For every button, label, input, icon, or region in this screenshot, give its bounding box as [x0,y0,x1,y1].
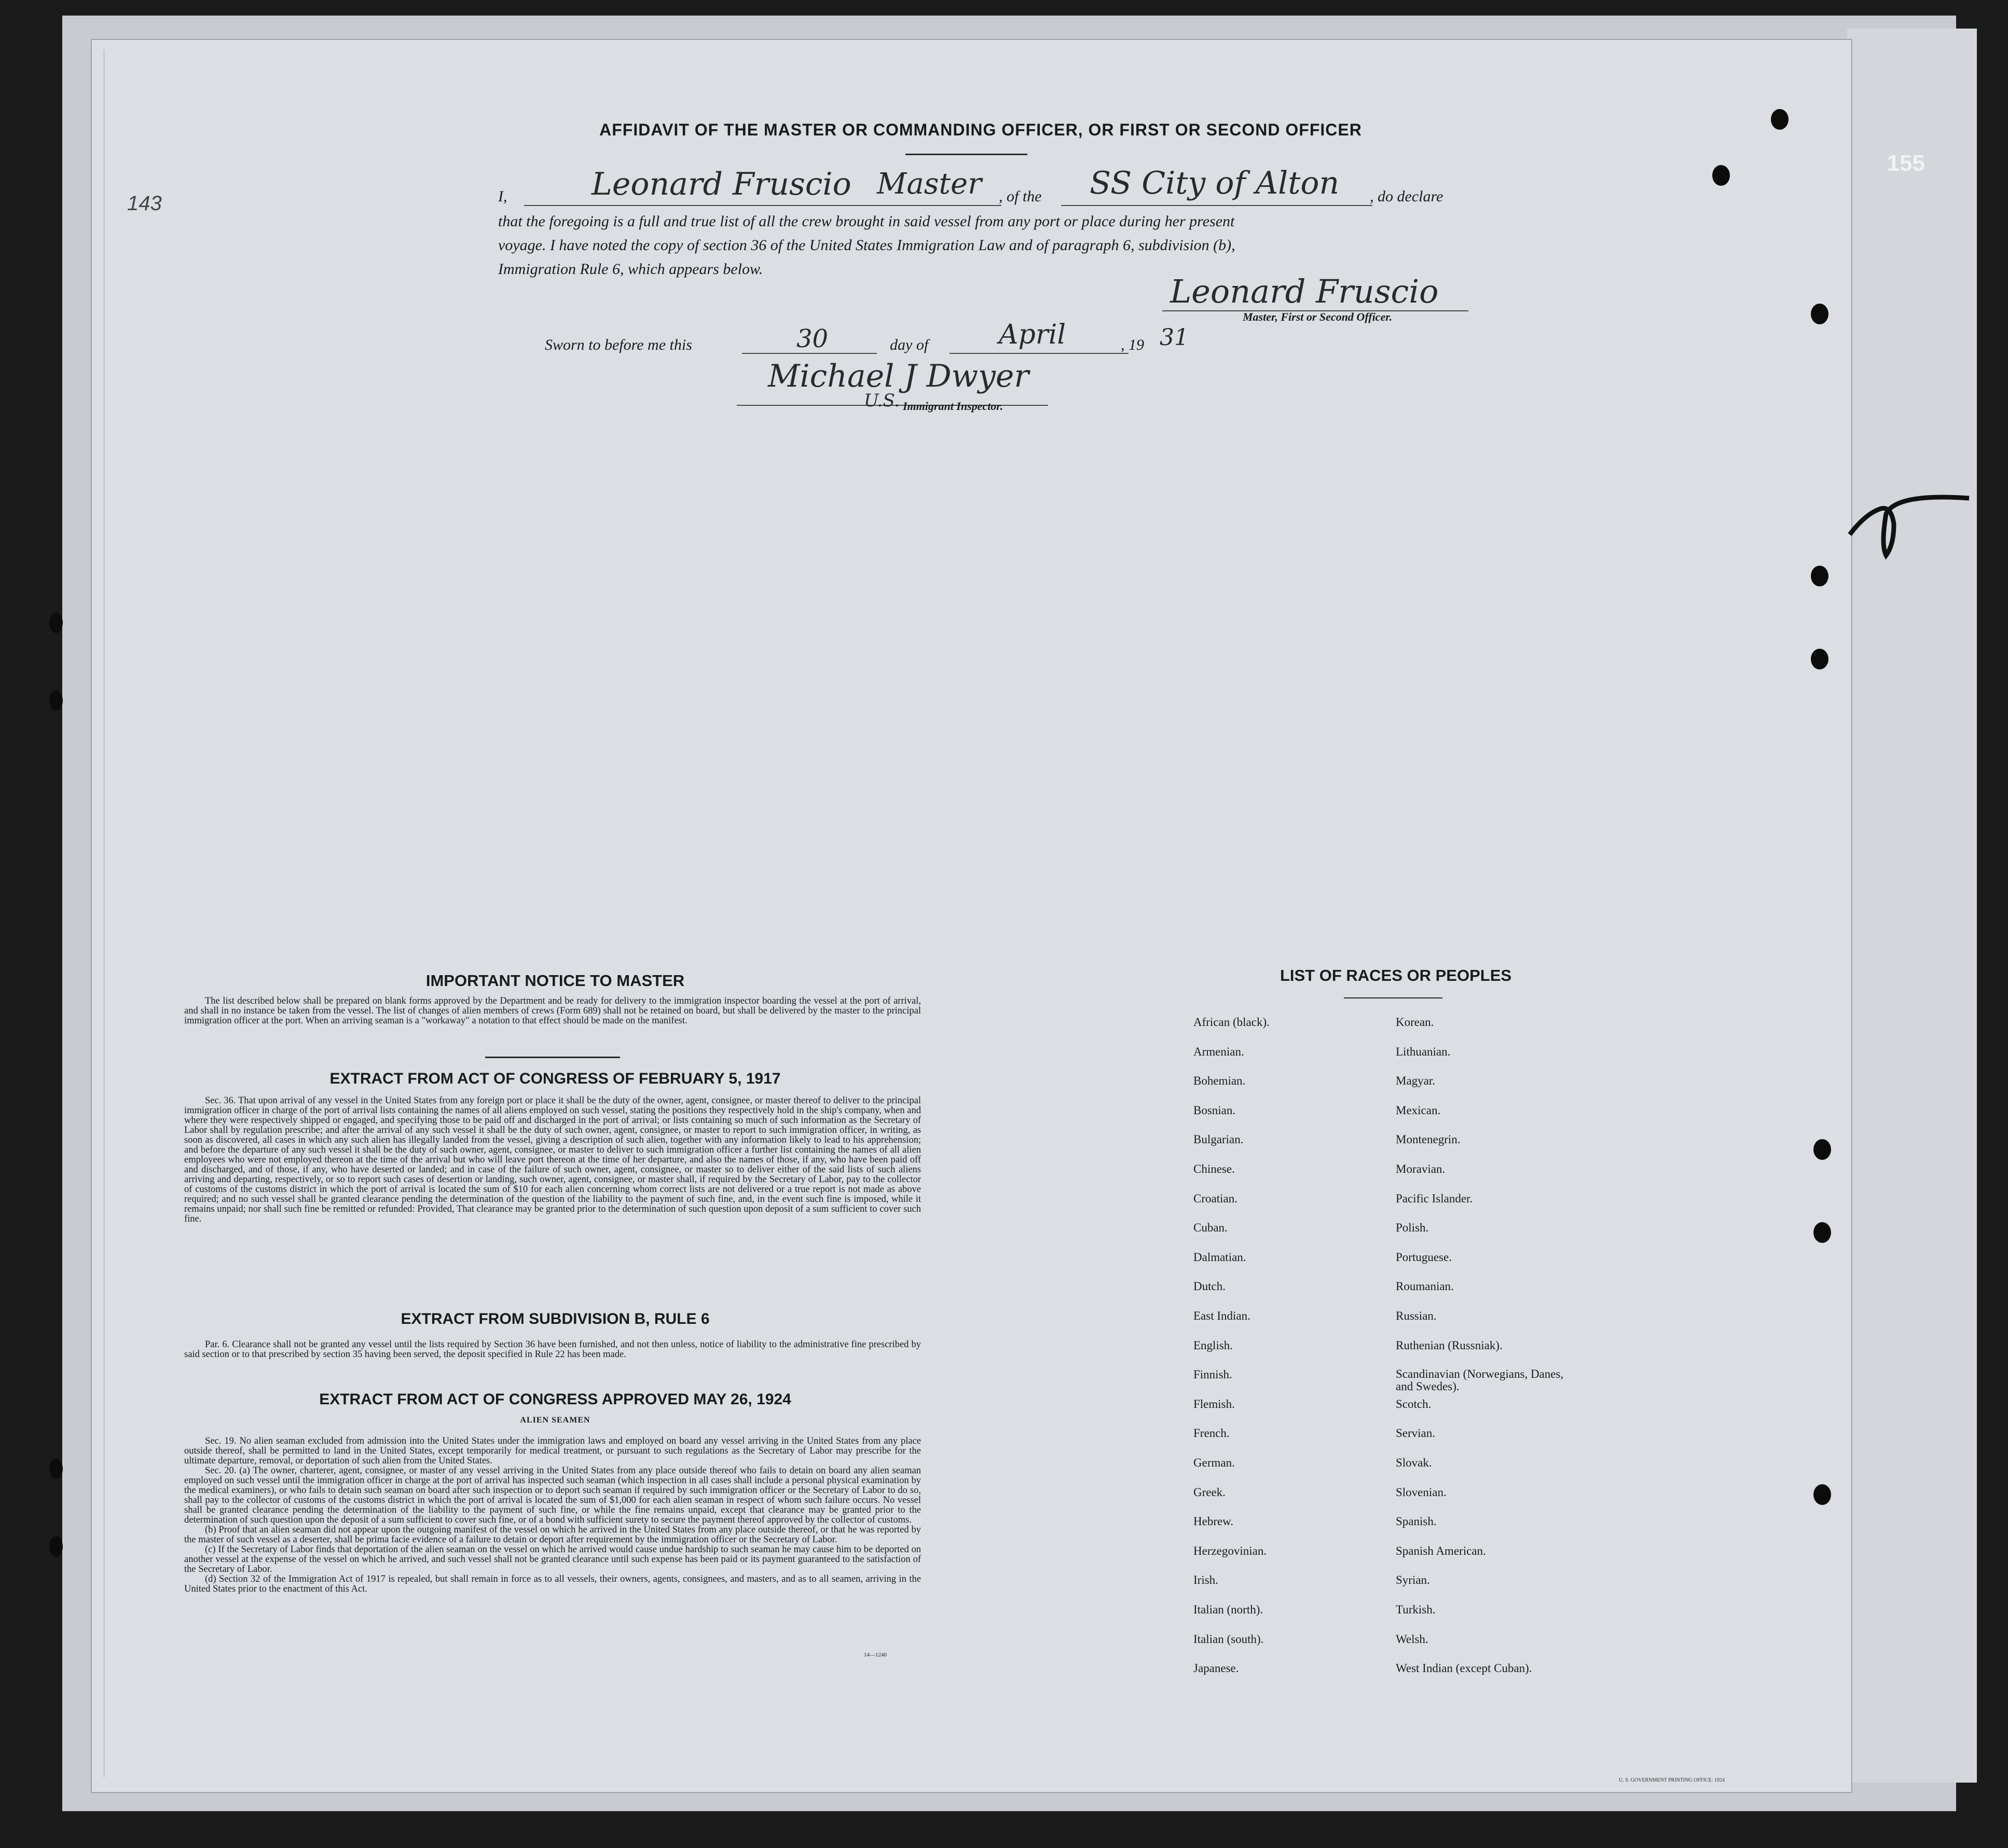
race-item: Montenegrin. [1396,1133,1461,1146]
alien-seamen-subtitle: ALIEN SEAMEN [520,1416,590,1425]
race-item: Dalmatian. [1193,1250,1246,1264]
race-item: Irish. [1193,1573,1218,1587]
race-item: Syrian. [1396,1573,1430,1587]
sworn-year-handwritten: 31 [1160,324,1189,351]
day-of-text: day of [890,336,929,353]
race-item: Italian (south). [1193,1632,1264,1646]
binder-hole [1813,1222,1831,1243]
binder-hole [49,1536,63,1557]
affidavit-line-1 [498,188,507,206]
page-number: 155 [1887,150,1925,176]
vessel-name-handwritten: SS City of Alton [1090,165,1340,201]
notice-title: IMPORTANT NOTICE TO MASTER [425,971,685,990]
title-divider [905,154,1027,155]
race-item: Bulgarian. [1193,1133,1244,1146]
race-item: Hebrew. [1193,1515,1234,1528]
year-prefix: , 19 [1121,336,1144,353]
race-item: Slovak. [1396,1456,1432,1469]
race-item: Pacific Islander. [1396,1192,1473,1205]
race-item: Portuguese. [1396,1250,1452,1264]
extract-1917-body [184,1096,921,1224]
sec20a-paragraph: Sec. 20. (a) The owner, charterer, agent, consignee, or master of any vessel arriving in the United States from any place outside thereof who fails to detain on board any alien seaman employed on such vessel until the immigration officer in charge at the port of arrival has inspected such seaman (which inspection in all cases shall include a personal physical examination by the medical examiners), or who fails to detain such seaman on board after such inspection or to deport such seaman if required by such immigration officer or the Secretary of Labor to do so, shall pay to the collector of customs of the customs district in which the port of arrival is located the sum of $1,000 for each alien seaman in respect of whom such failure occurs. No vessel shall be granted clearance pending the determination of the liability to the payment of such fine, or while the fine remains unpaid, except that clearance may be granted prior to the determination of such question upon the deposit of a sum sufficient to cover such fine, or of a bond with sufficient surety to secure the payment thereof approved by the collector of customs. [184,1466,921,1525]
race-item: French. [1193,1427,1230,1440]
binder-hole [1813,1139,1831,1160]
extract-1924-title: EXTRACT FROM ACT OF CONGRESS APPROVED MAY 26, 1924 [319,1391,791,1408]
notice-body [184,996,921,1026]
extract-1924-body [184,1436,921,1594]
race-item: Greek. [1193,1485,1226,1499]
binder-hole [1712,165,1730,186]
name-underline [524,205,1001,206]
inspector-prefix: U.S. [864,390,900,411]
binder-hole [1811,649,1828,669]
signature-caption: Master, First or Second Officer. [1243,310,1393,323]
race-item: Lithuanian. [1396,1045,1451,1058]
race-item: Servian. [1396,1427,1436,1440]
par6-paragraph: Par. 6. Clearance shall not be granted any vessel until the lists required by Section 36 have been furnished, and not then unless, notice of liability to the administrative fine prescribed by said section or to that prescribed by section 35 having been served, the deposit specified in Rule 22 has been made. [184,1339,921,1360]
extract-1917-title: EXTRACT FROM ACT OF CONGRESS OF FEBRUARY 5, 1917 [329,1070,781,1087]
races-divider [1344,997,1442,998]
race-item: Scotch. [1396,1397,1432,1411]
race-item: Finnish. [1193,1368,1232,1381]
race-item: Bosnian. [1193,1103,1236,1117]
race-item: Italian (north). [1193,1603,1263,1616]
binder-hole [1813,1484,1831,1505]
affidavit-line-4: Immigration Rule 6, which appears below. [498,261,763,278]
inspector-signature: Michael J Dwyer [768,358,1029,394]
binder-hole [1811,304,1828,324]
binder-hole [1811,566,1828,586]
race-item: Chinese. [1193,1162,1235,1175]
race-item: Cuban. [1193,1221,1228,1235]
sec20b-paragraph: (b) Proof that an alien seaman did not appear upon the outgoing manifest of the vessel on which he arrived in the United States from any place outside thereof, or that he was reported by the master of such vessel as a deserter, shall be prima facie evidence of a failure to detain or deport after requirement by the immigration officer or the Secretary of Labor. [184,1525,921,1545]
sec36-paragraph: Sec. 36. That upon arrival of any vessel in the United States from any foreign port or place it shall be the duty of the owner, agent, consignee, or master thereof to deliver to the principal immigration officer in charge of the port of arrival lists containing the names of all aliens employed on such vessel, stating the positions they respectively hold in the ship's company, when and where they were respectively shipped or engaged, and specifying those to be paid off and discharged in the port of arrival; or lists containing so much of such information as the Secretary of Labor shall by regulation prescribe; and after the arrival of any such vessel it shall be the duty of such owner, agent, consignee, or master to report to such immigration officer, in writing, as soon as discovered, all cases in which any such alien has illegally landed from the vessel, giving a description of such alien, together with any information likely to lead to his apprehension; and before the departure of any such vessel it shall be the duty of such owner, agent, consignee, or master to deliver to such immigration officer a further list containing the names of all alien employees who were not employed thereon at the time of the arrival but who will leave port thereon at the time of her departure, and also the names of those, if any, who have been paid off and discharged, and of those, if any, who have deserted or landed; and in case of the failure of such owner, agent, consignee, or master so to deliver either of the said lists of such aliens arriving and departing, respectively, or so to report such cases of desertion or landing, such owner, agent, consignee, or master shall, if required by the Secretary of Labor, pay to the collector of customs of the customs district in which the port of arrival is located the sum of $10 for each alien concerning whom correct lists are not delivered or a true report is not made as above required; and no such vessel shall be granted clearance pending the determination of the question of the liability to the payment of such fine, and, in the event such fine is imposed, while it remains unpaid; nor shall such fine be remitted or refunded: Provided, That clearance may be granted prior to the determination of such question upon deposit of a sum sufficient to cover such fine. [184,1096,921,1224]
race-item: Armenian. [1193,1045,1244,1058]
race-item: Korean. [1396,1016,1434,1029]
sec19-paragraph: Sec. 19. No alien seaman excluded from admission into the United States under the immigration laws and employed on board any vessel arriving in the United States from any place outside thereof, shall be permitted to land in the United States, except temporarily for medical treatment, or pursuant to such regulations as the Secretary of Labor may prescribe for the ultimate departure, removal, or deportation of such alien from the United States. [184,1436,921,1466]
race-item: Polish. [1396,1221,1429,1235]
race-item: Scandinavian (Norwegians, Danes, and Swedes). [1396,1367,1564,1393]
sec20d-paragraph: (d) Section 32 of the Immigration Act of 1917 is repealed, but shall remain in force as to all vessels, their owners, agents, consignees, and masters, and as to all seamen, arriving in the United States prior to the enactment of this Act. [184,1574,921,1594]
race-item: Welsh. [1396,1632,1428,1646]
race-item: Bohemian. [1193,1074,1246,1088]
race-item: Ruthenian (Russniak). [1396,1338,1503,1352]
affidavit-line-2: that the foregoing is a full and true list of all the crew brought in said vessel from any port or place during her present [498,213,1235,230]
rule6-body [184,1340,921,1360]
race-item: Japanese. [1193,1662,1239,1675]
race-item: German. [1193,1456,1235,1469]
do-declare-text: , do declare [1370,188,1443,205]
race-item: Roumanian. [1396,1280,1454,1293]
race-item: Russian. [1396,1309,1437,1322]
sworn-month-handwritten: April [999,319,1066,350]
binder-hole [49,690,63,711]
background-sheet-edge [1847,29,1977,1783]
binder-hole [49,612,63,633]
race-item: Flemish. [1193,1397,1235,1411]
affidavit-title: AFFIDAVIT OF THE MASTER OR COMMANDING OFFICER, OR FIRST OR SECOND OFFICER [599,120,1362,139]
binder-hole [1771,109,1789,130]
race-item: Herzegovinian. [1193,1544,1267,1557]
sworn-day-handwritten: 30 [796,324,829,353]
affidavit-line-3: voyage. I have noted the copy of section 36 of the United States Immigration Law and of paragraph 6, subdivision (b), [498,237,1235,254]
race-item: Spanish. [1396,1515,1437,1528]
vessel-underline [1061,205,1372,206]
master-name-handwritten: Leonard Fruscio [592,166,851,202]
race-item: West Indian (except Cuban). [1396,1662,1532,1675]
of-the-text: , of the [999,188,1042,205]
race-item: Croatian. [1193,1192,1237,1205]
race-item: Mexican. [1396,1103,1441,1117]
race-item: English. [1193,1338,1233,1352]
inspector-caption: Immigrant Inspector. [903,400,1003,413]
race-item: Dutch. [1193,1280,1226,1293]
master-signature: Leonard Fruscio [1170,272,1439,310]
printer-imprint: U. S. GOVERNMENT PRINTING OFFICE: 1924 [1619,1777,1725,1783]
race-item: Moravian. [1396,1162,1446,1175]
month-underline [950,353,1129,354]
form-code: 14—1240 [864,1652,887,1658]
affidavit-i: I, [498,188,507,205]
race-item: Slovenian. [1396,1485,1447,1499]
section-divider [485,1057,620,1058]
rule6-title: EXTRACT FROM SUBDIVISION B, RULE 6 [401,1310,710,1327]
races-title: LIST OF RACES OR PEOPLES [1280,966,1512,984]
race-item: Spanish American. [1396,1544,1486,1557]
race-item: Magyar. [1396,1074,1436,1088]
sworn-prefix: Sworn to before me this [545,336,692,353]
race-item: African (black). [1193,1016,1270,1029]
check-mark-icon [1845,483,1979,566]
notice-paragraph: The list described below shall be prepared on blank forms approved by the Department and be ready for delivery to the immigration inspector boarding the vessel at the port of arrival, and shall in no instance be taken from the vessel. The list of changes of alien members of crews (Form 689) shall not be retained on board, but shall be delivered by the master to the principal immigration officer at the port. When an arriving seaman is a "workaway" a notation to that effect should be made on the manifest. [184,996,921,1026]
race-item: East Indian. [1193,1309,1250,1322]
sec20c-paragraph: (c) If the Secretary of Labor finds that deportation of the alien seaman on the vessel on which he arrived would cause undue hardship to such seaman he may cause him to be deported on another vessel at the expense of the vessel on which he arrived, and such vessel shall not be granted clearance until such expense has been paid or its payment guaranteed to the satisfaction of the Secretary of Labor. [184,1544,921,1575]
race-item: Turkish. [1396,1603,1436,1616]
margin-annotation: 143 [127,192,162,215]
rank-handwritten: Master [877,167,982,201]
binder-hole [49,1458,63,1479]
